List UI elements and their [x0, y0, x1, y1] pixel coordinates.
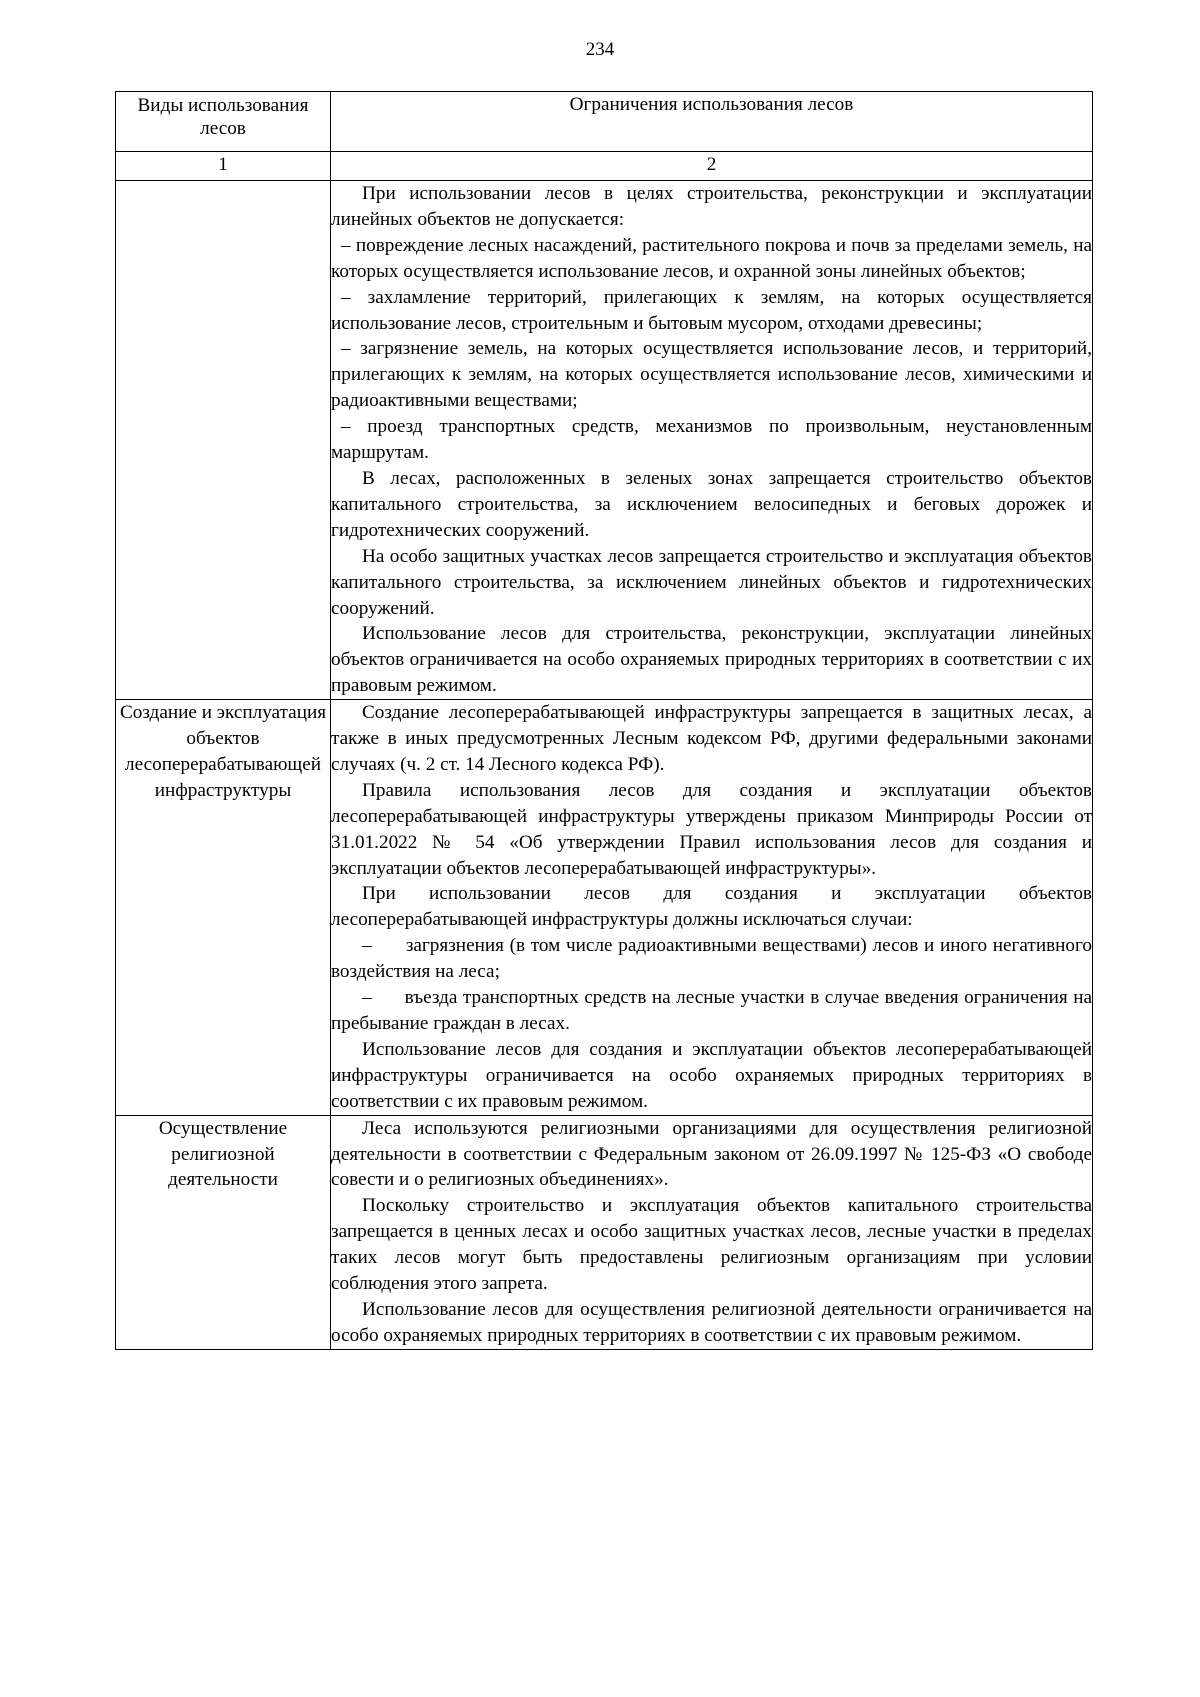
restriction-paragraph: На особо защитных участках лесов запрещается строительство и эксплуатация объектов капитального строительства, за исключением линейных объектов и гидротехнических сооружений. [331, 545, 1092, 619]
restriction-list-item: – загрязнение земель, на которых осуществляется использование лесов, и территорий, прилегающих к землям, на которых осуществляется использование лесов, химическими и радиоактивными веществами; [331, 338, 1092, 412]
usage-type-label: Осуществление религиозной деятельности [158, 1117, 288, 1191]
table-row [116, 1115, 1093, 1349]
column-number-2: 2 [331, 152, 1093, 181]
restriction-paragraph: Использование лесов для строительства, реконструкции, эксплуатации линейных объектов ограничивается на особо охраняемых природных территориях в соответствии с их правовым режимом. [331, 623, 1092, 697]
restriction-paragraph: Создание лесоперерабатывающей инфраструктуры запрещается в защитных лесах, а также в иных предусмотренных Лесным кодексом РФ, другими федеральными законами случаях (ч. 2 ст. 14 Лесного кодекса РФ). [331, 702, 1092, 775]
usage-type-cell [116, 1115, 331, 1349]
restrictions-cell [331, 181, 1093, 700]
column-numbering-row [116, 152, 1093, 181]
header-restrictions: Ограничения использования лесов [331, 92, 1093, 152]
usage-type-cell [116, 700, 331, 1116]
restriction-paragraph: Поскольку строительство и эксплуатация объектов капитального строительства запрещается в ценных лесах и особо защитных участках лесов, лесные участки в пределах таких лесов могут быть предоставлены религиозным организациям при условии соблюдения этого запрета. [331, 1195, 1092, 1295]
restriction-list-item: – въезда транспортных средств на лесные участки в случае введения ограничения на пребывание граждан в лесах. [331, 987, 1092, 1034]
table-row [116, 700, 1093, 1116]
usage-type-cell [116, 181, 331, 700]
restrictions-cell [331, 1115, 1093, 1349]
restriction-paragraph: Использование лесов для создания и эксплуатации объектов лесоперерабатывающей инфраструктуры ограничивается на особо охраняемых природных территориях в соответствии с их правовым режимом. [331, 1038, 1092, 1112]
column-number-1: 1 [116, 152, 331, 181]
restriction-paragraph: Использование лесов для осуществления религиозной деятельности ограничивается на особо охраняемых природных территориях в соответствии с их правовым режимом. [331, 1298, 1092, 1346]
restrictions-cell [331, 700, 1093, 1116]
restriction-paragraph: Леса используются религиозными организациями для осуществления религиозной деятельности в соответствии с Федеральным законом от 26.09.1997 № 125-ФЗ «О свободе совести и о религиозных объединениях». [331, 1117, 1092, 1191]
restriction-list-item: – повреждение лесных насаждений, растительного покрова и почв за пределами земель, на которых осуществляется использование лесов, и охранной зоны линейных объектов; [331, 234, 1092, 282]
table-row [116, 181, 1093, 700]
restriction-paragraph: Правила использования лесов для создания и эксплуатации объектов лесоперерабатывающей инфраструктуры утверждены приказом Минприроды России от 31.01.2022 № 54 «Об утверждении Правил использования лесов для создания и эксплуатации объектов лесоперерабатывающей инфраструктуры». [331, 779, 1092, 879]
table-header-row [116, 92, 1093, 152]
page-number: 234 [585, 39, 615, 60]
restriction-paragraph: В лесах, расположенных в зеленых зонах запрещается строительство объектов капитального строительства, за исключением велосипедных и беговых дорожек и гидротехнических сооружений. [331, 467, 1092, 541]
usage-type-label: Создание и эксплуатация объектов лесоперерабатывающей инфраструктуры [119, 702, 327, 801]
header-usage-types: Виды использования лесов [116, 92, 331, 152]
restriction-paragraph: При использовании лесов в целях строительства, реконструкции и эксплуатации линейных объектов не допускается: [331, 183, 1092, 230]
restriction-list-item: – загрязнения (в том числе радиоактивными веществами) лесов и иного негативного воздействия на леса; [331, 935, 1092, 983]
restriction-paragraph: При использовании лесов для создания и эксплуатации объектов лесоперерабатывающей инфраструктуры должны исключаться случаи: [331, 883, 1092, 931]
forest-use-restrictions-table [115, 91, 1093, 1350]
restriction-list-item: – захламление территорий, прилегающих к землям, на которых осуществляется использование лесов, строительным и бытовым мусором, отходами древесины; [331, 286, 1092, 334]
restriction-list-item: – проезд транспортных средств, механизмов по произвольным, неустановленным маршрутам. [331, 416, 1092, 464]
